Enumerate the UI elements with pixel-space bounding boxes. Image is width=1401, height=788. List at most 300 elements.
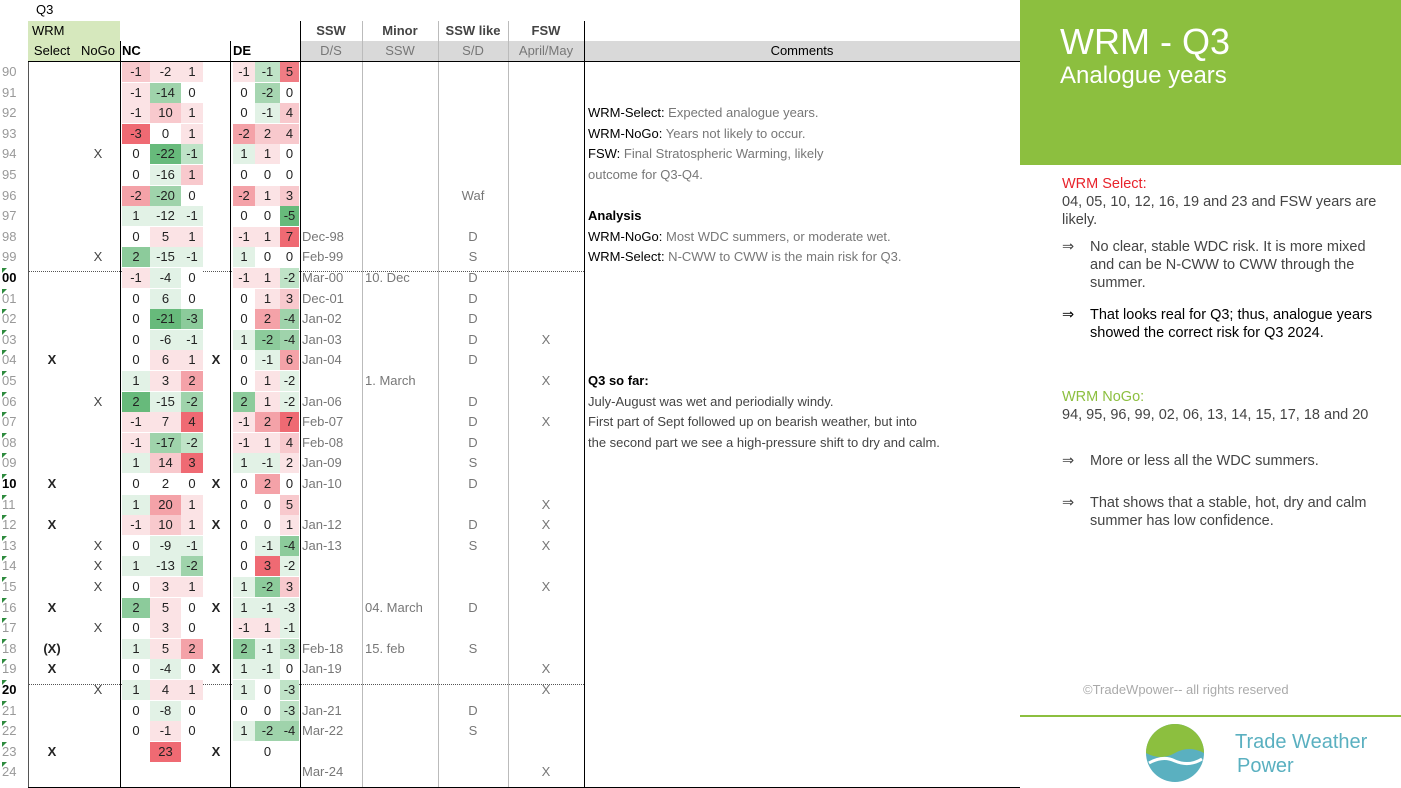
nc-value: 3: [150, 371, 181, 391]
ssw-date: Jan-10: [302, 476, 342, 491]
ssw-like-type: D: [468, 393, 478, 409]
fsw-mark: [508, 350, 584, 370]
ssw-like-type: [438, 762, 508, 782]
panel-subtitle: Analogue years: [1060, 62, 1227, 89]
de-value: 2: [255, 412, 280, 432]
nc-value: 1: [181, 495, 203, 515]
fsw-mark: X: [541, 764, 551, 780]
nogo-mark: X: [93, 537, 103, 553]
ssw-like-type: [438, 577, 508, 597]
de-value: -1: [255, 639, 280, 659]
nc-value: 10: [150, 515, 181, 535]
ssw-like-type: [438, 62, 508, 82]
nc-value: 0: [122, 144, 150, 164]
nc-select-mark: [205, 577, 227, 597]
nc-value: 0: [181, 186, 203, 206]
de-value: 0: [233, 536, 255, 556]
sd-subheader: S/D: [462, 43, 484, 58]
nc-select-mark: X: [211, 517, 221, 533]
row-year-label: 11: [2, 496, 16, 512]
de-value: -1: [233, 433, 255, 453]
nc-value: -2: [181, 392, 203, 412]
minor-ssw-date: [365, 392, 437, 412]
de-value: 0: [233, 495, 255, 515]
ssw-date: Feb-08: [302, 434, 344, 450]
nogo-header: NoGo: [76, 41, 120, 61]
ssw-date: Feb-99: [302, 249, 344, 265]
de-value: 0: [280, 247, 299, 267]
de-value: -3: [280, 680, 299, 700]
nc-select-mark: [205, 392, 227, 412]
de-value: -2: [255, 721, 280, 741]
row-year-label: 04: [2, 352, 17, 368]
nogo-mark: [76, 124, 120, 144]
nc-value: 1: [181, 577, 203, 597]
ssw-like-header: SSW like: [445, 23, 501, 38]
de-value: 0: [233, 556, 255, 576]
de-value: 0: [233, 474, 255, 494]
nc-value: 0: [122, 536, 150, 556]
row-year-label: 20: [2, 682, 17, 697]
fsw-mark: X: [541, 331, 551, 347]
comment-key: WRM-Select:: [588, 105, 665, 121]
ssw-date: [302, 62, 362, 82]
nc-select-mark: [205, 124, 227, 144]
nogo-mark: [76, 515, 120, 535]
de-value: -2: [280, 268, 299, 288]
ds-subheader: D/S: [320, 43, 342, 58]
nogo-mark: X: [93, 558, 103, 574]
de-value: 1: [255, 268, 280, 288]
minor-ssw-date: 15. feb: [365, 640, 405, 656]
de-value: -2: [255, 577, 280, 597]
nc-value: 0: [181, 474, 203, 494]
comment-line: [588, 165, 703, 185]
de-value: 0: [255, 165, 280, 185]
ssw-date: [302, 206, 362, 226]
nc-value: -1: [181, 144, 203, 164]
de-value: 4: [280, 103, 299, 123]
ssw-like-type: S: [468, 537, 478, 553]
fsw-header: FSW: [531, 23, 561, 38]
de-value: 0: [280, 659, 299, 679]
nc-value: -3: [181, 309, 203, 329]
nc-value: 3: [150, 577, 181, 597]
nc-value: 1: [122, 206, 150, 226]
fsw-mark: X: [541, 537, 551, 553]
minor-ssw-date: [365, 309, 437, 329]
ssw-date: [302, 742, 362, 762]
fsw-mark: X: [541, 579, 551, 594]
de-value: 1: [233, 721, 255, 741]
row-year-label: 17: [2, 620, 17, 636]
fsw-mark: [508, 639, 584, 659]
fsw-mark: [508, 598, 584, 618]
select-mark: X: [47, 352, 57, 368]
minor-ssw-date: [365, 618, 437, 638]
de-value: 0: [233, 206, 255, 226]
de-value: -4: [280, 721, 299, 741]
nc-select-mark: [205, 618, 227, 638]
ssw-like-type: S: [468, 455, 478, 471]
ssw-date: Jan-13: [302, 537, 342, 553]
nc-value: 0: [181, 598, 203, 618]
select-bullet-2: ⇒ That looks real for Q3; thus, analogue years showed the correct risk for Q3 2024.: [1062, 307, 1373, 341]
minor-ssw-date: [365, 453, 437, 473]
comment-key: Q3 so far:: [588, 373, 649, 388]
nc-value: -4: [150, 268, 181, 288]
de-value: 1: [233, 330, 255, 350]
nc-value: 1: [181, 350, 203, 370]
de-value: -1: [255, 103, 280, 123]
de-value: 1: [280, 515, 299, 535]
nc-value: -20: [150, 186, 181, 206]
ssw-date: [302, 371, 362, 391]
de-value: 4: [280, 433, 299, 453]
nogo-mark: X: [93, 620, 103, 636]
de-value: 2: [233, 639, 255, 659]
nc-select-mark: [205, 433, 227, 453]
de-value: -4: [280, 309, 299, 329]
de-value: -5: [280, 206, 299, 226]
select-header: Select: [28, 41, 76, 61]
de-value: -1: [255, 350, 280, 370]
de-value: 3: [280, 186, 299, 206]
comment-line: [588, 247, 901, 267]
de-value: -2: [255, 83, 280, 103]
fsw-mark: X: [541, 682, 551, 697]
nc-value: -4: [150, 659, 181, 679]
nc-value: -2: [181, 556, 203, 576]
nc-value: 0: [122, 618, 150, 638]
minor-ssw-date: [365, 536, 437, 556]
minor-ssw-date: [365, 412, 437, 432]
nc-value: 0: [122, 309, 150, 329]
de-value: 0: [255, 742, 280, 762]
nogo-mark: [76, 330, 120, 350]
fsw-mark: [508, 206, 584, 226]
fsw-mark: [508, 165, 584, 185]
ssw-like-type: [438, 556, 508, 576]
de-value: -1: [255, 453, 280, 473]
arrow-icon: ⇒: [1062, 307, 1075, 323]
de-value: -1: [255, 62, 280, 82]
comment-key: WRM-NoGo:: [588, 228, 663, 244]
nc-select-mark: [205, 227, 227, 247]
row-year-label: 01: [2, 290, 17, 306]
de-value: 1: [233, 659, 255, 679]
comments-header: Comments: [770, 43, 834, 58]
nogo-mark: [76, 309, 120, 329]
de-value: 5: [280, 62, 299, 82]
nc-value: -1: [122, 62, 150, 82]
de-value: 1: [233, 577, 255, 597]
select-bullet-1: ⇒ No clear, stable WDC risk. It is more mixed and can be N-CWW to CWW through the summer.: [1062, 239, 1366, 291]
fsw-mark: [508, 701, 584, 721]
de-value: 1: [255, 392, 280, 412]
comment-line: [588, 206, 641, 226]
comment-text: outcome for Q3-Q4.: [588, 167, 703, 182]
row-year-label: 14: [2, 558, 17, 574]
ssw-like-type: D: [468, 270, 478, 285]
select-mark: [28, 247, 76, 267]
nc-value: 2: [122, 598, 150, 618]
nogo-mark: X: [93, 146, 103, 162]
de-value: 3: [255, 556, 280, 576]
select-mark: [28, 371, 76, 391]
comment-text: the second part we see a high-pressure shift to dry and calm.: [588, 434, 940, 450]
ssw-date: Jan-21: [302, 702, 342, 718]
select-mark: [28, 412, 76, 432]
nogo-mark: [76, 474, 120, 494]
side-panel: [1020, 0, 1401, 788]
nc-value: 1: [181, 515, 203, 535]
divider: [1020, 715, 1401, 717]
de-value: 0: [233, 371, 255, 391]
arrow-icon: ⇒: [1062, 453, 1075, 469]
comment-text: First part of Sept followed up on bearish weather, but into: [588, 414, 917, 430]
de-value: -2: [280, 556, 299, 576]
de-value: 3: [280, 577, 299, 597]
nc-value: -6: [150, 330, 181, 350]
de-value: 0: [255, 247, 280, 267]
nc-value: 4: [150, 680, 181, 700]
de-value: 2: [255, 474, 280, 494]
row-year-label: 16: [2, 599, 17, 615]
nc-select-mark: [205, 536, 227, 556]
ssw-like-type: D: [468, 599, 478, 615]
comment-text: Years not likely to occur.: [662, 125, 806, 141]
ssw-like-type: D: [468, 311, 478, 327]
comment-key: Analysis: [588, 208, 642, 224]
de-value: -1: [255, 659, 280, 679]
fsw-mark: X: [541, 517, 551, 533]
nc-value: [122, 742, 150, 762]
nc-select-mark: [205, 309, 227, 329]
ssw-date: [302, 618, 362, 638]
nc-value: 1: [181, 680, 203, 700]
select-mark: [28, 165, 76, 185]
ssw-like-type: [438, 680, 508, 700]
nc-value: 5: [150, 639, 181, 659]
de-value: 6: [280, 350, 299, 370]
wrm-nogo-text: 94, 95, 96, 99, 02, 06, 13, 14, 15, 17, 18 and 20: [1062, 407, 1369, 423]
minor-ssw-date: [365, 577, 437, 597]
comment-line: [588, 371, 649, 391]
de-value: 0: [255, 515, 280, 535]
de-value: -1: [233, 618, 255, 638]
row-year-label: 93: [2, 125, 17, 141]
de-value: 2: [233, 392, 255, 412]
nogo-mark: [76, 83, 120, 103]
de-value: -1: [255, 598, 280, 618]
fsw-mark: [508, 103, 584, 123]
nogo-mark: [76, 762, 120, 782]
select-mark: [28, 762, 76, 782]
fsw-mark: [508, 124, 584, 144]
minor-ssw-date: [365, 144, 437, 164]
de-value: 7: [280, 412, 299, 432]
nc-value: 7: [150, 412, 181, 432]
arrow-icon: ⇒: [1062, 239, 1075, 255]
panel-title: WRM - Q3: [1060, 21, 1230, 62]
nc-value: 0: [122, 330, 150, 350]
nc-value: 3: [150, 618, 181, 638]
nc-value: 0: [122, 350, 150, 370]
ssw-like-type: [438, 206, 508, 226]
de-value: -2: [233, 124, 255, 144]
nc-value: 0: [181, 721, 203, 741]
minor-ssw-subheader: SSW: [385, 43, 415, 58]
de-value: -4: [280, 536, 299, 556]
wrm-nogo-heading: WRM NoGo:: [1062, 389, 1145, 405]
brand-name: Trade Weather Power: [1235, 731, 1368, 777]
nc-select-mark: [205, 206, 227, 226]
de-value: -3: [280, 639, 299, 659]
ssw-like-type: D: [468, 434, 478, 450]
de-value: 1: [255, 144, 280, 164]
fsw-mark: [508, 474, 584, 494]
ssw-date: [302, 165, 362, 185]
ssw-date: Dec-01: [302, 290, 344, 306]
nc-select-mark: [205, 680, 227, 700]
de-value: 0: [280, 144, 299, 164]
row-year-label: 96: [2, 187, 17, 203]
nc-value: -1: [122, 103, 150, 123]
nc-select-mark: [205, 289, 227, 309]
de-value: 1: [233, 680, 255, 700]
de-value: [233, 742, 255, 762]
ssw-date: [302, 556, 362, 576]
minor-ssw-date: [365, 762, 437, 782]
row-year-label: 18: [2, 640, 17, 656]
nc-value: 1: [122, 680, 150, 700]
nc-value: -1: [181, 247, 203, 267]
fsw-mark: [508, 453, 584, 473]
nogo-mark: [76, 598, 120, 618]
nogo-mark: X: [93, 249, 103, 265]
minor-ssw-date: 04. March: [365, 599, 423, 615]
de-value: -1: [233, 268, 255, 288]
nc-value: [122, 762, 150, 782]
comment-line: [588, 144, 824, 164]
nc-select-mark: X: [211, 599, 221, 615]
ssw-date: Jan-19: [302, 661, 342, 677]
nogo-mark: [76, 412, 120, 432]
nc-select-mark: [205, 453, 227, 473]
ssw-date: Mar-24: [302, 764, 344, 780]
select-mark: [28, 536, 76, 556]
de-value: -3: [280, 598, 299, 618]
fsw-mark: [508, 247, 584, 267]
select-mark: [28, 392, 76, 412]
de-value: -2: [280, 371, 299, 391]
nc-value: 23: [150, 742, 181, 762]
nc-select-mark: [205, 165, 227, 185]
nogo-bullet-2: ⇒ That shows that a stable, hot, dry and calm summer has low confidence.: [1062, 495, 1367, 529]
nogo-mark: X: [93, 579, 103, 594]
de-value: 0: [233, 350, 255, 370]
de-value: 0: [280, 165, 299, 185]
nc-value: 10: [150, 103, 181, 123]
row-year-label: 12: [2, 517, 17, 533]
row-year-label: 10: [2, 476, 17, 491]
nc-value: 0: [122, 227, 150, 247]
fsw-mark: [508, 392, 584, 412]
de-value: 0: [255, 701, 280, 721]
fsw-mark: [508, 62, 584, 82]
de-value: 0: [255, 206, 280, 226]
row-year-label: 06: [2, 393, 17, 409]
nc-value: 3: [181, 453, 203, 473]
minor-ssw-date: [365, 495, 437, 515]
comment-text: Expected analogue years.: [664, 105, 819, 121]
de-value: -4: [280, 330, 299, 350]
de-value: -1: [233, 412, 255, 432]
fsw-mark: [508, 268, 584, 288]
minor-ssw-date: [365, 62, 437, 82]
comment-text: Most WDC summers, or moderate wet.: [662, 228, 891, 244]
minor-ssw-date: 10. Dec: [365, 270, 410, 285]
de-value: 0: [233, 309, 255, 329]
nc-value: -16: [150, 165, 181, 185]
nc-value: 5: [150, 598, 181, 618]
nc-value: -14: [150, 83, 181, 103]
ssw-like-type: [438, 618, 508, 638]
ssw-date: Dec-98: [302, 228, 344, 244]
nc-value: -2: [181, 433, 203, 453]
nogo-mark: [76, 639, 120, 659]
nogo-mark: [76, 268, 120, 288]
nc-value: -22: [150, 144, 181, 164]
nc-value: -1: [122, 433, 150, 453]
minor-ssw-date: [365, 742, 437, 762]
arrow-icon: ⇒: [1062, 495, 1075, 511]
ssw-like-type: [438, 124, 508, 144]
fsw-mark: X: [541, 661, 551, 677]
nc-value: -3: [122, 124, 150, 144]
select-mark: [28, 103, 76, 123]
minor-ssw-date: [365, 680, 437, 700]
nc-value: 1: [181, 124, 203, 144]
nogo-mark: [76, 659, 120, 679]
de-value: 0: [255, 495, 280, 515]
ssw-like-type: D: [468, 290, 478, 306]
ssw-date: [302, 83, 362, 103]
ssw-date: [302, 124, 362, 144]
nogo-mark: [76, 165, 120, 185]
comment-line: [588, 392, 833, 412]
select-mark: [28, 62, 76, 82]
april-may-subheader: April/May: [518, 43, 574, 58]
ssw-header: SSW: [316, 23, 346, 38]
nc-value: 20: [150, 495, 181, 515]
de-value: 1: [233, 453, 255, 473]
de-value: 0: [233, 515, 255, 535]
de-value: 2: [255, 309, 280, 329]
de-value: 7: [280, 227, 299, 247]
nc-select-mark: [205, 556, 227, 576]
minor-ssw-date: [365, 721, 437, 741]
select-mark: [28, 144, 76, 164]
nc-value: 0: [181, 268, 203, 288]
nc-value: -17: [150, 433, 181, 453]
fsw-mark: [508, 289, 584, 309]
ssw-date: [302, 144, 362, 164]
minor-ssw-date: [365, 515, 437, 535]
ssw-like-type: [438, 103, 508, 123]
comment-line: [588, 227, 891, 247]
